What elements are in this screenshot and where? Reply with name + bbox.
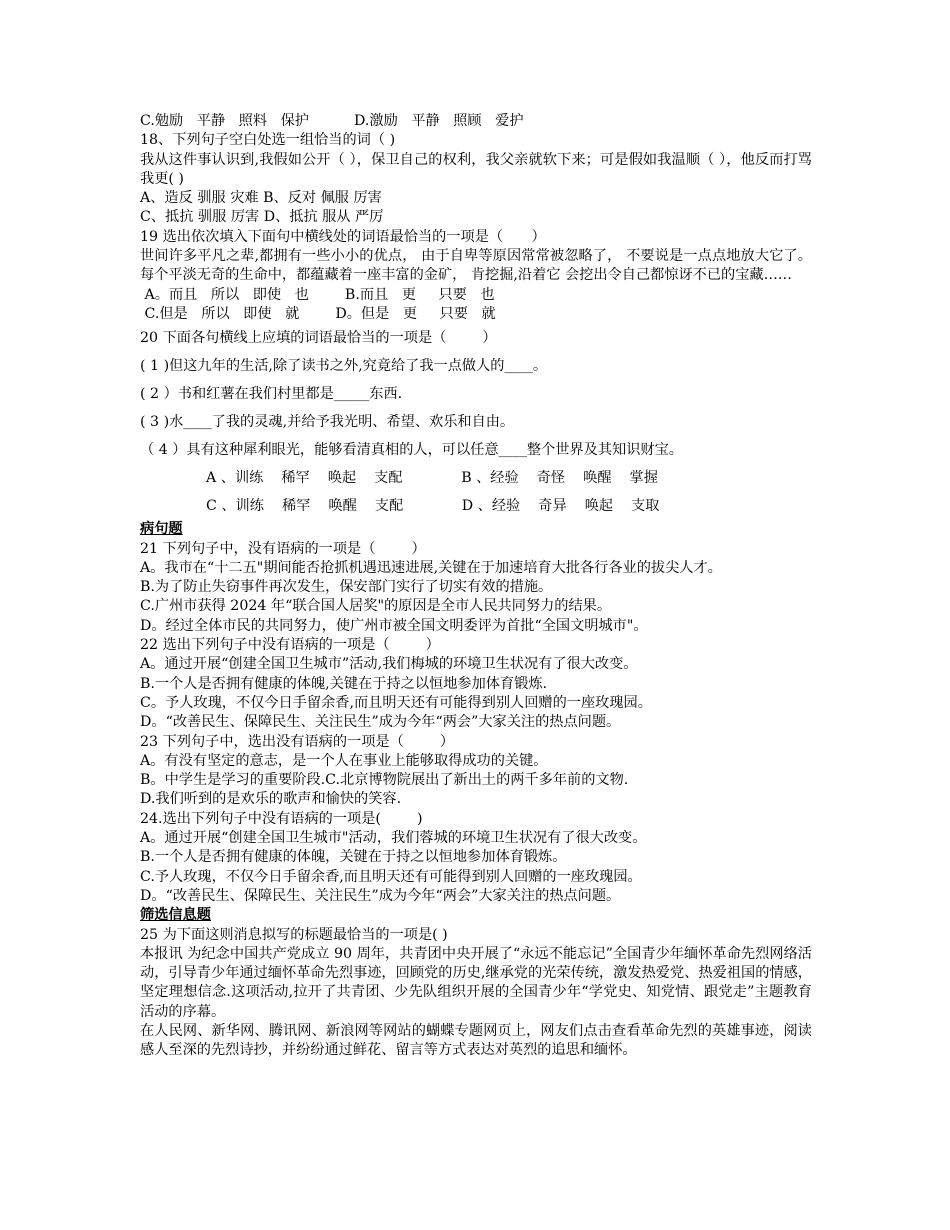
option-line: B.为了防止失窃事件再次发生，保安部门实行了切实有效的措施。 xyxy=(140,579,553,596)
text-line: 我从这件事认识到,我假如公开（ ），保卫自己的权利，我父亲就软下来；可是假如我温顺（ ），他反而打骂我更( ) xyxy=(140,151,812,187)
option-line: C、抵抗 驯服 厉害 D、抵抗 服从 严厉 xyxy=(140,209,384,226)
option-line: B.一个人是否拥有健康的体魄，关键在于持之以恒地参加体育锻炼。 xyxy=(140,849,567,866)
option-line: A。我市在“十二五"期间能否抢抓机遇迅速进展,关键在于加速培育大批各行各业的拔尖人才。 xyxy=(140,559,722,576)
sub-item: ( 3 )水____了我的灵魂,并给予我光明、希望、欢乐和自由。 xyxy=(140,414,515,431)
section-heading: 病句题 xyxy=(140,521,183,538)
question-19: 19 选出依次填入下面句中横线处的词语最恰当的一项是（ ） xyxy=(140,228,546,245)
option-line: A。通过开展“创建全国卫生城市”活动,我们梅城的环境卫生状况有了很大改变。 xyxy=(140,656,638,673)
news-paragraph: 本报讯 为纪念中国共产党成立 90 周年，共青团中央开展了“永远不能忘记”全国青少年缅怀革命先烈网络活动，引导青少年通过缅怀革命先烈事迹，回顾党的历史,继承党的光荣传统，激发热爱党、热爱祖国的情感，坚定理想信念.这项活动,拉开了共青团、少先队组织开展的全国青少年“学党史、知党情、跟党走”主题教育活动的序幕。 xyxy=(140,945,812,1020)
text-line: C.勉励 平静 照料 保护 D.激励 平静 照顾 爱护 xyxy=(140,113,524,129)
option-line: C。予人玫瑰，不仅今日手留余香,而且明天还有可能得到别人回赠的一座玫瑰园。 xyxy=(140,694,652,711)
question-21: 21 下列句子中，没有语病的一项是（ ） xyxy=(140,540,426,557)
option-line: B.一个人是否拥有健康的体魄,关键在于持之以恒地参加体育锻炼. xyxy=(140,675,548,692)
question-23: 23 下列句子中，选出没有语病的一项是（ ） xyxy=(140,733,455,750)
sub-item: ( 1 )但这九年的生活,除了读书之外,究竟给了我一点做人的____。 xyxy=(140,358,548,375)
question-25: 25 为下面这则消息拟写的标题最恰当的一项是( ) xyxy=(140,926,448,943)
option-line: A。而且 所以 即使 也 B.而且 更 只要 也 xyxy=(140,286,495,303)
question-20: 20 下面各句横线上应填的词语最恰当的一项是（ ） xyxy=(140,330,497,347)
option-line: C.予人玫瑰，不仅今日手留余香,而且明天还有可能得到别人回赠的一座玫瑰园。 xyxy=(140,868,642,885)
option-line: A 、训练 稀罕 唤起 支配 B 、经验 奇怪 唤醒 掌握 xyxy=(206,470,658,487)
sub-item: ( 2 ）书和红薯在我们村里都是_____东西. xyxy=(140,386,403,403)
option-line: A。通过开展“创建全国卫生城市"活动，我们蓉城的环境卫生状况有了很大改变。 xyxy=(140,830,647,847)
option-line: A、造反 驯服 灾难 B、反对 佩服 厉害 xyxy=(140,190,382,207)
option-line: C.广州市获得 2024 年“联合国人居奖"的原因是全市人民共同努力的结果。 xyxy=(140,598,612,615)
question-18: 18、下列句子空白处选一组恰当的词（ ) xyxy=(140,132,396,149)
option-line: B。中学生是学习的重要阶段.C.北京博物院展出了新出土的两千多年前的文物. xyxy=(140,772,629,789)
option-line: D。“改善民生、保障民生、关注民生”成为今年“两会”大家关注的热点问题。 xyxy=(140,714,621,731)
section-heading: 筛选信息题 xyxy=(140,907,211,924)
sub-item: （ 4 ）具有这种犀利眼光，能够看清真相的人，可以任意____整个世界及其知识财宝。 xyxy=(140,442,683,459)
option-line: D。经过全体市民的共同努力，使广州市被全国文明委评为首批“全国文明城市"。 xyxy=(140,617,648,634)
text-column xyxy=(140,112,812,1061)
option-line: C.但是 所以 即使 就 D。但是 更 只要 就 xyxy=(140,305,496,322)
option-line: D。“改善民生、保障民生、关注民生”成为今年“两会”大家关注的热点问题。 xyxy=(140,887,621,904)
option-line: A。有没有坚定的意志，是一个人在事业上能够取得成功的关键。 xyxy=(140,752,548,769)
text-line: 世间许多平凡之辈,都拥有一些小小的优点， 由于自卑等原因常常被忽略了， 不要说是一点点地放大它了。每个平淡无奇的生命中，都蕴藏着一座丰富的金矿， 肯挖掘,沿着它 会挖出令自己都惊讶不已的宝藏…… xyxy=(140,248,812,284)
question-24: 24.选出下列句子中没有语病的一项是( ) xyxy=(140,810,423,827)
option-line: D.我们听到的是欢乐的歌声和愉快的笑容. xyxy=(140,791,402,808)
question-22: 22 选出下列句子中没有语病的一项是（ ） xyxy=(140,637,440,654)
option-line: C 、训练 稀罕 唤醒 支配 D 、经验 奇异 唤起 支取 xyxy=(206,498,660,515)
news-paragraph: 在人民网、新华网、腾讯网、新浪网等网站的蝴蝶专题网页上，网友们点击查看革命先烈的英雄事迹，阅读感人至深的先烈诗抄，并纷纷通过鲜花、留言等方式表达对英烈的追思和缅怀。 xyxy=(140,1022,812,1059)
